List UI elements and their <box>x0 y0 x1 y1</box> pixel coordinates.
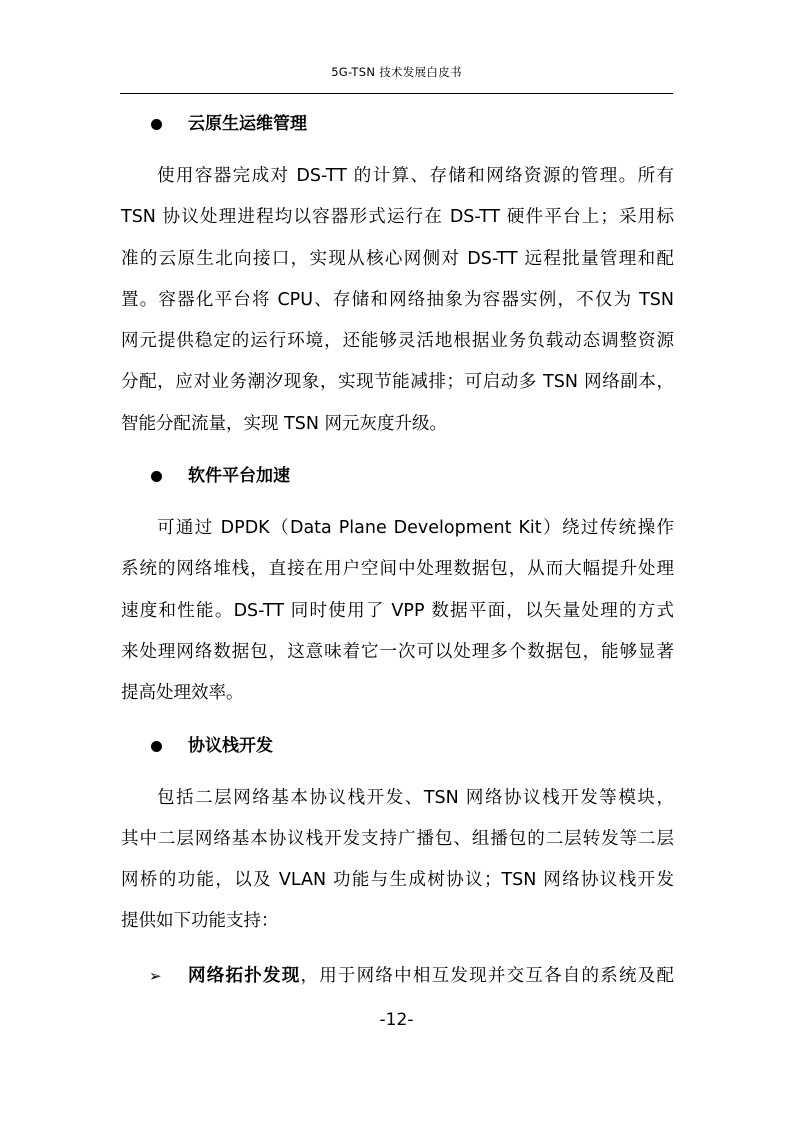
paragraph-line: 智能分配流量，实现 TSN 网元灰度升级。 <box>121 413 448 434</box>
section-paragraph <box>121 778 674 943</box>
paragraph-line: 置。容器化平台将 CPU、存储和网络抽象为容器实例，不仅为 TSN <box>121 289 674 310</box>
paragraph-line: 准的云原生北向接口，实现从核心网侧对 DS-TT 远程批量管理和配 <box>121 248 674 269</box>
section-heading-text: 软件平台加速 <box>188 466 290 487</box>
paragraph-line: 提供如下功能支持： <box>121 911 279 932</box>
bullet-dot-icon <box>151 119 162 130</box>
paragraph-line: 使用容器完成对 DS-TT 的计算、存储和网络资源的管理。所有 <box>157 166 674 186</box>
paragraph-line: 提高处理效率。 <box>121 683 244 704</box>
paragraph-line: 其中二层网络基本协议栈开发支持广播包、组播包的二层转发等二层 <box>121 828 674 849</box>
paragraph-line: 网桥的功能，以及 VLAN 功能与生成树协议；TSN 网络协议栈开发 <box>121 870 674 891</box>
section-paragraph <box>121 508 674 714</box>
page-number: -12- <box>379 1010 414 1030</box>
sub-item-text <box>188 956 674 997</box>
paragraph-line: 速度和性能。DS-TT 同时使用了 VPP 数据平面，以矢量处理的方式 <box>121 600 674 621</box>
section-heading-text: 协议栈开发 <box>188 735 273 756</box>
paragraph-line: 分配，应对业务潮汐现象，实现节能减排；可启动多 TSN 网络副本， <box>121 372 674 393</box>
paragraph-line: 包括二层网络基本协议栈开发、TSN 网络协议栈开发等模块， <box>157 787 674 808</box>
sub-list-item <box>121 956 674 997</box>
header-divider <box>120 93 673 94</box>
paragraph-line: 来处理网络数据包，这意味着它一次可以处理多个数据包，能够显著 <box>121 641 674 662</box>
bullet-dot-icon <box>151 741 162 752</box>
sub-item-description: ，用于网络中相互发现并交互各自的系统及配 <box>300 965 675 986</box>
paragraph-line: TSN 协议处理进程均以容器形式运行在 DS-TT 硬件平台上；采用标 <box>121 207 674 228</box>
sub-item-bold-term: 网络拓扑发现 <box>188 965 301 986</box>
section-heading <box>121 456 674 497</box>
bullet-dot-icon <box>151 471 162 482</box>
header-title: 5G-TSN 技术发展白皮书 <box>331 65 462 79</box>
page-body <box>121 104 674 997</box>
paragraph-line: 可通过 DPDK（Data Plane Development Kit）绕过传统操作 <box>157 518 674 539</box>
arrow-bullet-icon: ➢ <box>149 966 162 985</box>
section-heading-text: 云原生运维管理 <box>188 114 307 134</box>
paragraph-line: 网元提供稳定的运行环境，还能够灵活地根据业务负载动态调整资源 <box>121 331 674 352</box>
section-heading <box>121 726 674 767</box>
section-heading <box>121 104 674 145</box>
section-paragraph <box>121 156 674 445</box>
paragraph-line: 系统的网络堆栈，直接在用户空间中处理数据包，从而大幅提升处理 <box>121 559 674 580</box>
